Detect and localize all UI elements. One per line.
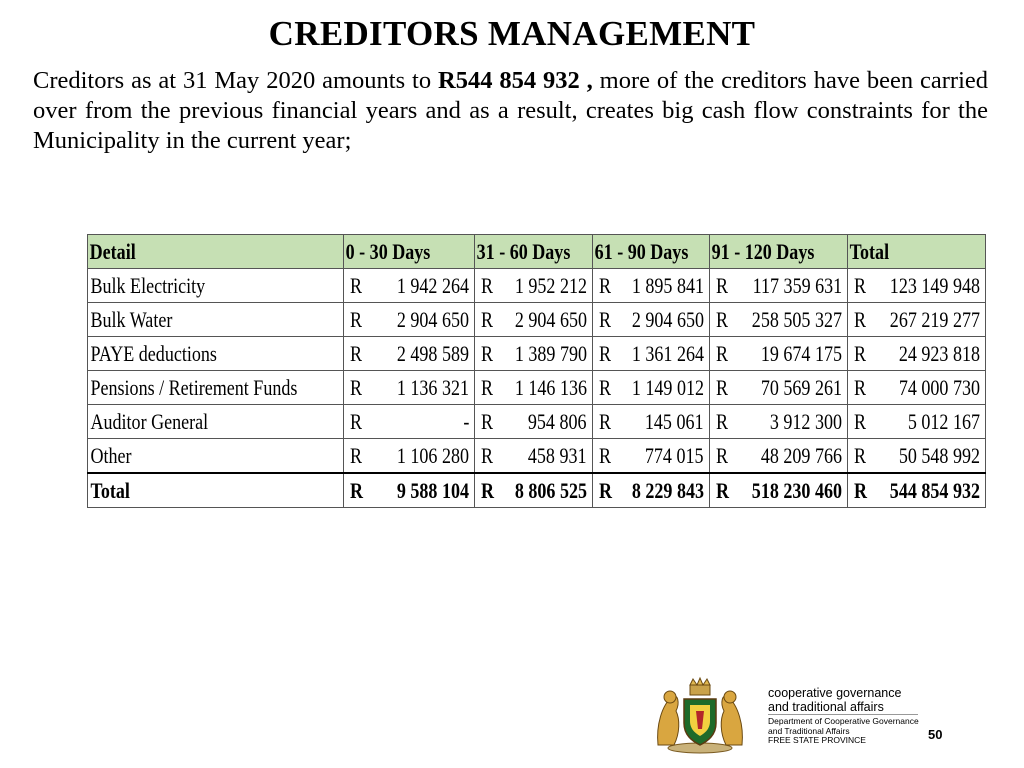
currency-symbol: R: [715, 408, 728, 434]
amount-value: 1 149 012: [631, 374, 704, 400]
currency-symbol: R: [350, 477, 364, 503]
department-name: [768, 717, 919, 746]
amount-cell: [475, 371, 592, 405]
dept-line-3: FREE STATE PROVINCE: [768, 735, 866, 745]
amount-cell: [592, 439, 709, 474]
amount-cell: [592, 371, 709, 405]
amount-cell: [847, 269, 985, 303]
intro-amount: R544 854 932 ,: [438, 67, 593, 94]
header-91-120: 91 - 120 Days: [709, 235, 847, 269]
amount-cell: [592, 405, 709, 439]
header-total: Total: [847, 235, 985, 269]
currency-symbol: R: [715, 340, 728, 366]
amount-cell: [475, 473, 592, 508]
currency-symbol: R: [598, 272, 611, 298]
row-label: Bulk Water: [88, 303, 344, 337]
header-detail: Detail: [88, 235, 344, 269]
currency-symbol: R: [598, 477, 612, 503]
table-row: [88, 371, 986, 405]
amount-cell: [592, 269, 709, 303]
row-label: Other: [88, 439, 344, 474]
amount-value: 2 498 589: [397, 340, 470, 366]
currency-symbol: R: [481, 340, 494, 366]
header-0-30: 0 - 30 Days: [344, 235, 475, 269]
amount-cell: [847, 405, 985, 439]
currency-symbol: R: [350, 442, 363, 468]
amount-value: 1 895 841: [631, 272, 704, 298]
amount-cell: [344, 269, 475, 303]
amount-cell: [847, 303, 985, 337]
amount-value: 8 229 843: [631, 477, 704, 503]
amount-cell: [709, 473, 847, 508]
currency-symbol: R: [853, 477, 867, 503]
table-row: [88, 337, 986, 371]
amount-value: 74 000 730: [898, 374, 980, 400]
cogta-wordmark: [768, 686, 901, 714]
currency-symbol: R: [350, 340, 363, 366]
amount-cell: [709, 269, 847, 303]
amount-cell: [847, 473, 985, 508]
row-label: Pensions / Retirement Funds: [88, 371, 344, 405]
currency-symbol: R: [598, 408, 611, 434]
amount-cell: [475, 405, 592, 439]
currency-symbol: R: [350, 408, 363, 434]
amount-cell: [475, 439, 592, 474]
currency-symbol: R: [481, 306, 494, 332]
dept-line-1: Department of Cooperative Governance: [768, 716, 919, 726]
footer-divider: [768, 714, 918, 715]
amount-value: 1 389 790: [514, 340, 587, 366]
amount-value: 1 952 212: [514, 272, 587, 298]
currency-symbol: R: [853, 272, 866, 298]
slide-title: CREDITORS MANAGEMENT: [268, 14, 756, 53]
amount-value: 258 505 327: [751, 306, 842, 332]
amount-cell: [847, 371, 985, 405]
amount-value: 1 361 264: [631, 340, 704, 366]
table-header-row: [88, 235, 986, 269]
amount-value: 518 230 460: [751, 477, 842, 503]
amount-cell: [709, 405, 847, 439]
dept-line-2: and Traditional Affairs: [768, 725, 850, 736]
currency-symbol: R: [853, 340, 866, 366]
amount-cell: [475, 269, 592, 303]
currency-symbol: R: [350, 272, 363, 298]
cogta-line-2: and traditional affairs: [768, 700, 884, 714]
amount-value: 458 931: [528, 442, 587, 468]
amount-value: 1 942 264: [397, 272, 470, 298]
row-label: Auditor General: [88, 405, 344, 439]
table-total-row: [88, 473, 986, 508]
currency-symbol: R: [853, 442, 866, 468]
amount-value: 2 904 650: [397, 306, 470, 332]
currency-symbol: R: [350, 374, 363, 400]
amount-value: 19 674 175: [760, 340, 842, 366]
amount-cell: [592, 303, 709, 337]
currency-symbol: R: [715, 477, 729, 503]
amount-value: 3 912 300: [769, 408, 842, 434]
amount-cell: [709, 303, 847, 337]
currency-symbol: R: [598, 340, 611, 366]
currency-symbol: R: [715, 272, 728, 298]
amount-value: 5 012 167: [907, 408, 980, 434]
amount-value: 1 106 280: [397, 442, 470, 468]
currency-symbol: R: [481, 477, 495, 503]
amount-value: 24 923 818: [898, 340, 980, 366]
amount-cell: [592, 473, 709, 508]
currency-symbol: R: [350, 306, 363, 332]
table-row: [88, 439, 986, 474]
currency-symbol: R: [853, 306, 866, 332]
amount-cell: [592, 337, 709, 371]
header-61-90: 61 - 90 Days: [592, 235, 709, 269]
row-label: PAYE deductions: [88, 337, 344, 371]
amount-cell: [344, 337, 475, 371]
free-state-coat-of-arms-logo: [650, 675, 750, 755]
currency-symbol: R: [598, 442, 611, 468]
amount-cell: [709, 371, 847, 405]
currency-symbol: R: [481, 374, 494, 400]
intro-paragraph: [33, 66, 988, 156]
amount-value: 117 359 631: [752, 272, 842, 298]
currency-symbol: R: [853, 408, 866, 434]
amount-cell: [344, 303, 475, 337]
amount-cell: [847, 337, 985, 371]
row-label: Total: [88, 473, 344, 508]
amount-value: 774 015: [645, 442, 704, 468]
amount-value: 48 209 766: [760, 442, 842, 468]
table-row: [88, 405, 986, 439]
table-row: [88, 269, 986, 303]
amount-cell: [847, 439, 985, 474]
intro-text-2: more of the creditors have been carried over from the previous financial years and as a result, creates big cash flow constraints for the Municipality in the current year;: [33, 67, 988, 154]
amount-cell: [709, 337, 847, 371]
intro-text-1: Creditors as at 31 May 2020 amounts to: [33, 67, 438, 94]
amount-cell: [475, 303, 592, 337]
amount-value: 9 588 104: [397, 477, 470, 503]
currency-symbol: R: [481, 272, 494, 298]
amount-value: 70 569 261: [760, 374, 842, 400]
currency-symbol: R: [598, 306, 611, 332]
currency-symbol: R: [715, 442, 728, 468]
amount-value: 544 854 932: [889, 477, 980, 503]
amount-value: 123 149 948: [889, 272, 980, 298]
amount-value: 50 548 992: [898, 442, 980, 468]
amount-cell: [344, 371, 475, 405]
amount-cell: [344, 473, 475, 508]
page-number: 50: [928, 727, 943, 742]
cogta-line-1: cooperative governance: [768, 686, 902, 700]
amount-value: 2 904 650: [631, 306, 704, 332]
currency-symbol: R: [481, 442, 494, 468]
row-label: Bulk Electricity: [88, 269, 344, 303]
amount-cell: [709, 439, 847, 474]
amount-value: 1 146 136: [514, 374, 587, 400]
currency-symbol: R: [715, 306, 728, 332]
currency-symbol: R: [853, 374, 866, 400]
amount-value: 954 806: [528, 408, 587, 434]
currency-symbol: R: [715, 374, 728, 400]
header-31-60: 31 - 60 Days: [475, 235, 592, 269]
table-row: [88, 303, 986, 337]
amount-cell: [344, 439, 475, 474]
amount-cell: [475, 337, 592, 371]
amount-value: 8 806 525: [514, 477, 587, 503]
creditors-table: [87, 234, 986, 508]
currency-symbol: R: [481, 408, 494, 434]
amount-value: 267 219 277: [889, 306, 980, 332]
amount-value: -: [463, 408, 470, 434]
amount-value: 145 061: [645, 408, 704, 434]
currency-symbol: R: [598, 374, 611, 400]
amount-value: 2 904 650: [514, 306, 587, 332]
amount-cell: [344, 405, 475, 439]
amount-value: 1 136 321: [397, 374, 470, 400]
